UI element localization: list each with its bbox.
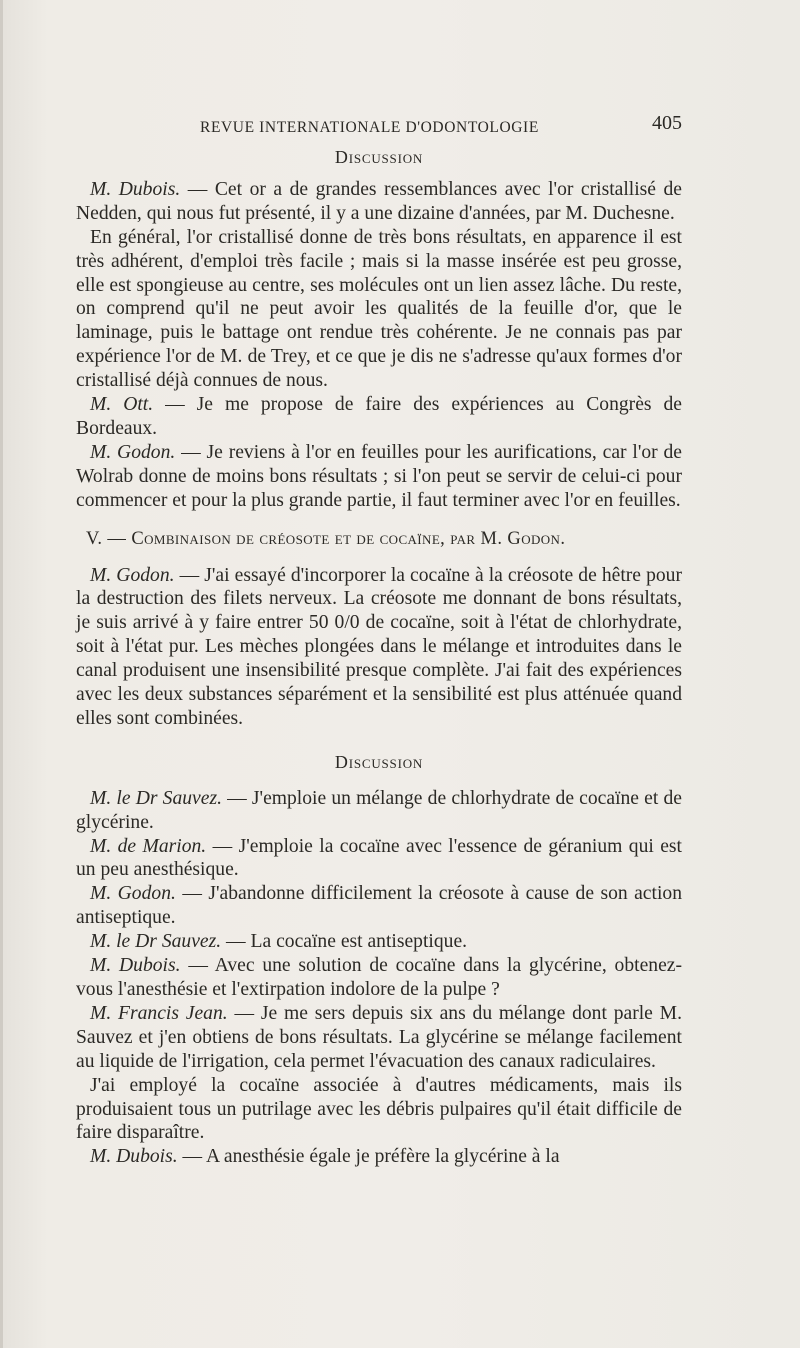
- paragraph: [76, 178, 682, 226]
- speaker-name: M. Dubois.: [90, 1146, 178, 1168]
- speaker-name: M. Godon.: [90, 564, 175, 586]
- discussion-heading: Discussion: [334, 751, 424, 772]
- paragraph-text: En général, l'or cristallisé donne de très bons résultats, en apparence il est très adhérent, d'emploi très facile ; mais si la masse insérée est peu grosse, elle est spongieuse au centre, ses molécules ont un lien assez lâche. Du reste, on comprend qu'il ne peut avoir les qualités de la feuille d'or, que le laminage, puis le battage ont rendue très cohérente. Je ne connais pas par expérience l'or de M. de Trey, et ce que je dis ne s'adresse qu'aux formes d'or cristallisé déjà connues de nous.: [76, 226, 682, 392]
- running-title: REVUE INTERNATIONALE D'ODONTOLOGIE: [200, 119, 539, 136]
- paragraph: [76, 787, 682, 835]
- paragraph-text: J'ai employé la cocaïne associée à d'autres médicaments, mais ils produisaient tous un putrilage avec les débris pulpaires qu'il était difficile de faire disparaître.: [76, 1074, 682, 1144]
- speaker-name: M. le Dr Sauvez.: [90, 787, 222, 809]
- page-body: [76, 112, 682, 1169]
- discussion-heading: Discussion: [334, 147, 424, 167]
- paragraph: [76, 564, 682, 731]
- paragraph-text: — Cet or a de grandes ressemblances avec l'or cristallisé de Nedden, qui nous fut présenté, il y a une dizaine d'années, par M. Duchesne.: [76, 178, 682, 224]
- paragraph-text: — Je me sers depuis six ans du mélange dont parle M. Sauvez et j'en obtiens de bons résultats. La glycérine se mélange facilement au liquide de l'irrigation, cela permet l'évacuation des canaux radiculaires.: [76, 1002, 683, 1072]
- paragraph: [76, 930, 682, 954]
- paragraph-text: — J'ai essayé d'incorporer la cocaïne à la créosote de hêtre pour la destruction des filets nerveux. La créosote me donnant de bons résultats, je suis arrivé à y faire entrer 50 0/0 de cocaïne, soit à l'état de chlorhydrate, soit à l'état pur. Les mèches plongées dans le mélange et introduites dans le canal produisent une insensibilité presque complète. J'ai fait des expériences avec les deux substances séparément et la sensibilité est plus atténuée quand elles sont combinées.: [76, 564, 682, 729]
- paragraph: [76, 226, 682, 393]
- page-edge: [0, 0, 3, 1348]
- speaker-name: M. Francis Jean.: [90, 1002, 228, 1024]
- paragraph: [76, 393, 682, 441]
- paragraph-text: — La cocaïne est antiseptique.: [221, 931, 468, 953]
- paragraph: [76, 882, 682, 930]
- section-title: V. — Combinaison de créosote et de cocaïne, par M. Godon.: [86, 528, 566, 549]
- paragraph: [76, 1145, 682, 1169]
- paragraph: [76, 1074, 682, 1146]
- paragraph: [76, 954, 682, 1002]
- paragraph-text: — A anesthésie égale je préfère la glycérine à la: [177, 1146, 560, 1168]
- paragraph-text: — Je reviens à l'or en feuilles pour les aurifications, car l'or de Wolrab donne de moins bons résultats ; si l'on peut se servir de celui-ci pour commencer et pour la plus grande partie, il faut terminer avec l'or en feuilles.: [76, 441, 682, 511]
- speaker-name: M. Dubois.: [90, 955, 181, 977]
- paragraph: [76, 441, 682, 513]
- paragraph: [76, 835, 682, 883]
- speaker-name: M. Godon.: [90, 441, 176, 463]
- paragraph-text: — J'emploie la cocaïne avec l'essence de géranium qui est un peu anesthésique.: [76, 835, 682, 881]
- paragraph-text: — Je me propose de faire des expériences au Congrès de Bordeaux.: [76, 394, 683, 439]
- paragraph-text: — Avec une solution de cocaïne dans la glycérine, obtenez-vous l'anesthésie et l'extirpation indolore de la pulpe ?: [76, 955, 682, 1000]
- speaker-name: M. le Dr Sauvez.: [90, 931, 222, 953]
- paragraph-text: — J'emploie un mélange de chlorhydrate de cocaïne et de glycérine.: [76, 787, 682, 833]
- paragraph-text: — J'abandonne difficilement la créosote à cause de son action antiseptique.: [76, 883, 682, 929]
- page-number: 405: [652, 112, 682, 134]
- page-header: [76, 112, 682, 140]
- speaker-name: M. Godon.: [90, 883, 176, 905]
- speaker-name: M. Dubois.: [90, 178, 181, 200]
- speaker-name: M. Ott.: [90, 394, 154, 416]
- speaker-name: M. de Marion.: [90, 835, 207, 857]
- paragraph: [76, 1002, 682, 1074]
